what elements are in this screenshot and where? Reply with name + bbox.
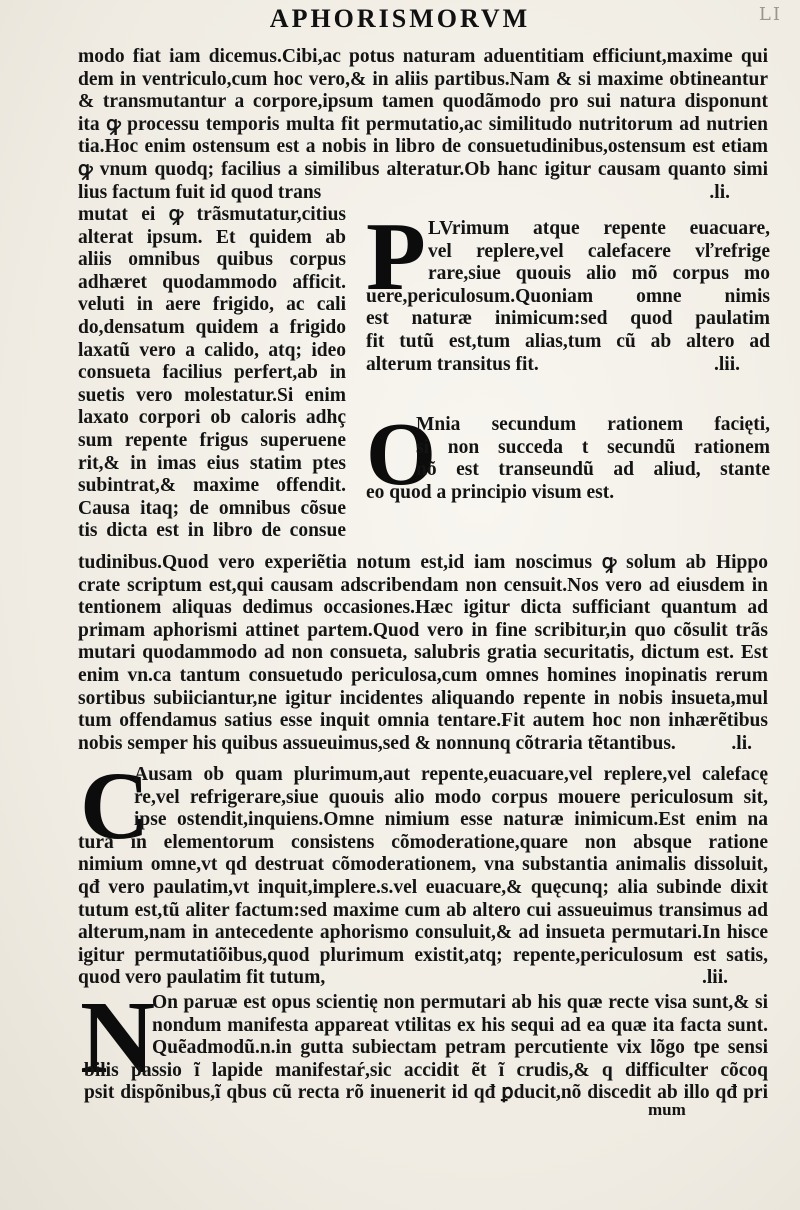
text-line: crate scriptum est,qui causam adscribendam non censuit.Nos vero ad eiusdem in xyxy=(78,574,768,596)
text-line: alterum,nam in antecedente aphorismo consuluit,& ad insueta permutari.In hisce xyxy=(78,922,768,944)
text-line: eo quod a principio visum est. xyxy=(366,481,615,503)
text-line: ꝙ vnum quodq; facilius a similibus alteratur.Ob hanc igitur causam quanto simi xyxy=(78,158,768,180)
text-line: nimium omne,vt qd destruat cõmoderationem, vna substantia animalis dissoluit, xyxy=(78,854,768,876)
text-line: adhæret quodammodo afficit. xyxy=(78,271,346,293)
text-line: Causa itaq; de omnibus cõsue xyxy=(78,497,346,519)
text-line xyxy=(78,733,768,756)
catchword: mum xyxy=(648,1100,686,1119)
text-line: consueta facilius perfert,ab in xyxy=(78,362,346,384)
drop-cap-p: P xyxy=(366,203,426,311)
drop-cap-o: O xyxy=(366,405,437,504)
text-line: Quẽadmodũ.n.in gutta subiectam petram percutiente vix lõgo tpe sensi xyxy=(152,1037,768,1059)
text-line: tura in elementorum consistens cõmoderatione,quare non absque ratione xyxy=(78,831,768,853)
text-line: laxato corpori ob caloris adhç xyxy=(78,407,346,429)
text-line: tum offendamus satius esse inquit omnia tentare.Fit autem hoc non inhærẽtibus xyxy=(78,710,768,732)
aphorism-53 xyxy=(366,414,770,504)
text-line: do,densatum quidem a frigido xyxy=(78,316,346,338)
text-fragment: lius factum fuit id quod trans xyxy=(78,181,322,203)
text-line: tutum est,tũ aliter factum:sed maxime cum ab altero cui assueuimus transimus ad xyxy=(78,899,768,921)
corner-mark: LI xyxy=(758,4,782,25)
text-line: mutat ei ꝙ trãsmutatur,citius xyxy=(78,204,346,225)
text-line: LVrimum atque repente euacuare, xyxy=(428,218,770,239)
text-line: rare,siue quouis alio mõ corpus mo xyxy=(428,263,770,285)
text-line: nõ est transeundũ ad aliud, stante xyxy=(416,459,770,481)
text-line: On paruæ est opus scientię non permutari ab his quæ recte visa sunt,& si xyxy=(152,992,768,1013)
drop-cap-c: C xyxy=(80,752,150,859)
text-line: sum repente frigus superuene xyxy=(78,429,346,451)
text-line: bilis passio ĩ lapide manifestaŕ,sic accidit ẽt ĩ crudis,& q difficulter cõcoq xyxy=(84,1059,768,1081)
text-line: tis dicta est in libro de consue xyxy=(78,520,346,542)
text-line: igitur permutatiõibus,quod plurimum existit,atq; repente,periculosum est satis, xyxy=(78,944,768,966)
text-line xyxy=(366,354,770,377)
text-line: Ausam ob quam plurimum,aut repente,euacuare,vel replere,vel calefacę xyxy=(134,764,768,785)
commentary-c xyxy=(78,764,768,990)
text-line: uere,periculosum.Quoniam omne nimis xyxy=(366,285,770,307)
text-fragment: alterum transitus fit. xyxy=(366,353,539,375)
aphorism-number: .li. xyxy=(731,732,752,754)
aphorism-number: .li. xyxy=(709,181,730,203)
text-line: nondum manifesta appareat vtilitas ex his sequi ad ea quæ ita facta sunt. xyxy=(152,1014,768,1036)
text-line: Mnia secundum rationem facięti, xyxy=(416,414,770,435)
text-line: subintrat,& maxime offendit. xyxy=(78,475,346,497)
text-line xyxy=(78,182,768,205)
text-fragment: nobis semper his quibus assueuimus,sed & nonnunq cõtraria tẽtantibus. xyxy=(78,732,676,754)
text-line: veluti in aere frigido, ac cali xyxy=(78,294,346,316)
text-line: mutari quodammodo ad non consueta, salubris gratia securitatis, dictum est. Est xyxy=(78,642,768,664)
text-line: re,vel refrigerare,siue quouis alio modo corpus mouere periculosum sit, xyxy=(134,786,768,808)
text-line: aliis omnibus quibus corpus xyxy=(78,249,346,271)
text-line: tentionem aliquas dedimus occasiones.Hæc igitur dicta sufficiant quantum ad xyxy=(78,597,768,619)
aphorism-number: .lii. xyxy=(701,967,728,989)
text-line: tudinibus.Quod vero experiẽtia notum est,id iam noscimus ꝙ solum ab Hippo xyxy=(78,552,768,573)
text-line: si non succeda t secundũ rationem xyxy=(416,436,770,458)
commentary-n xyxy=(78,992,768,1105)
text-line: psit dispõnibus,ĩ qbus cũ recta rõ inuenerit id qđ ꝑducit,nõ discedit ab illo qđ pri xyxy=(84,1082,768,1104)
drop-cap-n: N xyxy=(80,980,156,1095)
text-line: modo fiat iam dicemus.Cibi,ac potus naturam aduentitiam efficiunt,maxime qui xyxy=(78,46,768,67)
text-line: est naturæ inimicum:sed quod paulatim xyxy=(366,308,770,330)
opening-paragraph xyxy=(78,46,768,204)
text-line: rit,& in imas eius statim ptes xyxy=(78,452,346,474)
text-line: sortibus subiiciantur,ne igitur incidentes aliquando repente in nobis insueta,mul xyxy=(78,687,768,709)
text-line: qđ vero paulatim,vt inquit,implere.s.vel euacuare,& quęcunq; alia subinde dixit xyxy=(78,876,768,898)
text-line: ita ꝙ processu temporis multa fit permutatio,ac similitudo nutritorum ad nutrien xyxy=(78,113,768,135)
aphorism-number: .lii. xyxy=(713,353,740,375)
aphorism-52 xyxy=(366,218,770,376)
text-line: laxatũ vero a calido, atq; ideo xyxy=(78,339,346,361)
text-line: fit tutũ est,tum alias,tum cũ ab altero ad xyxy=(366,330,770,352)
text-line: tia.Hoc enim ostensum est a nobis in libro de consuetudinibus,ostensum est etiam xyxy=(78,136,768,158)
text-line: & transmutantur a corpore,ipsum tamen quodãmodo pro sui natura disponunt xyxy=(78,91,768,113)
running-head: APHORISMORVM xyxy=(269,4,531,33)
text-line: ipse ostendit,inquiens.Omne nimium esse naturæ inimicum.Est enim na xyxy=(134,809,768,831)
text-line: primam aphorismi attinet partem.Quod vero in fine scribitur,in quo cõsulit trãs xyxy=(78,619,768,641)
text-line: dem in ventriculo,cum hoc vero,& in aliis partibus.Nam & si maxime obtineantur xyxy=(78,68,768,90)
text-line xyxy=(78,967,768,990)
text-fragment: quod vero paulatim fit tutum, xyxy=(78,967,326,989)
text-line: enim vn.ca tantum consuetudo periculosa,cum omnes homines inopinatis rerum xyxy=(78,664,768,686)
commentary-paragraph xyxy=(78,552,768,755)
left-column-commentary xyxy=(78,204,346,543)
text-line: alterat ipsum. Et quidem ab xyxy=(78,226,346,248)
text-line: vel replere,vel calefacere vľrefrige xyxy=(428,240,770,262)
text-line: suetis vero molestatur.Si enim xyxy=(78,384,346,406)
